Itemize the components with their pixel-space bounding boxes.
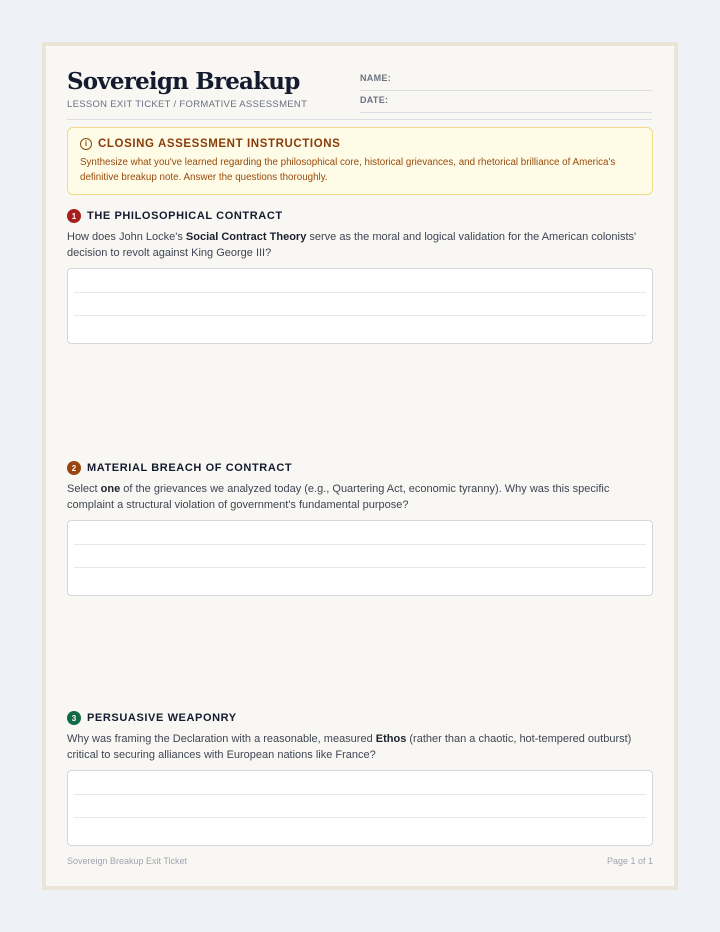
answer-box[interactable] <box>67 520 653 596</box>
question-1 <box>67 209 653 344</box>
question-3 <box>67 711 653 846</box>
info-icon: i <box>80 138 92 150</box>
question-number-badge: 1 <box>67 209 81 223</box>
question-title: THE PHILOSOPHICAL CONTRACT <box>87 210 283 222</box>
question-prompt: Select one of the grievances we analyzed today (e.g., Quartering Act, economic tyranny). Why was this specific complaint a structural violation of government's fundamental purpose? <box>67 483 610 511</box>
page-number: Page 1 of 1 <box>606 856 653 866</box>
name-field[interactable] <box>360 73 652 91</box>
question-2 <box>67 461 653 596</box>
question-title: MATERIAL BREACH OF CONTRACT <box>87 462 293 474</box>
answer-box[interactable] <box>67 268 653 344</box>
page-subtitle: LESSON EXIT TICKET / FORMATIVE ASSESSMENT <box>67 99 308 110</box>
question-prompt: Why was framing the Declaration with a reasonable, measured Ethos (rather than a chaotic, hot-tempered outburst) critical to securing alliances with European nations like France? <box>67 733 632 761</box>
page-title: Sovereign Breakup <box>67 68 300 95</box>
instructions-body: Synthesize what you've learned regarding the philosophical core, historical grievances, and rhetorical brilliance of America's definitive breakup note. Answer the questions thoroughly. <box>80 157 616 183</box>
question-number-badge: 3 <box>67 711 81 725</box>
date-field[interactable] <box>360 95 652 113</box>
instructions-title: CLOSING ASSESSMENT INSTRUCTIONS <box>98 138 341 150</box>
header-divider <box>67 119 652 120</box>
question-prompt: How does John Locke's Social Contract Theory serve as the moral and logical validation for the American colonists' decision to revolt against King George III? <box>67 231 637 259</box>
answer-box[interactable] <box>67 770 653 846</box>
question-number-badge: 2 <box>67 461 81 475</box>
date-label: DATE: <box>360 95 389 105</box>
question-title: PERSUASIVE WEAPONRY <box>87 712 237 724</box>
worksheet-page <box>42 42 678 890</box>
footer-title: Sovereign Breakup Exit Ticket <box>67 856 188 866</box>
name-label: NAME: <box>360 73 391 83</box>
instructions-box <box>67 127 653 195</box>
